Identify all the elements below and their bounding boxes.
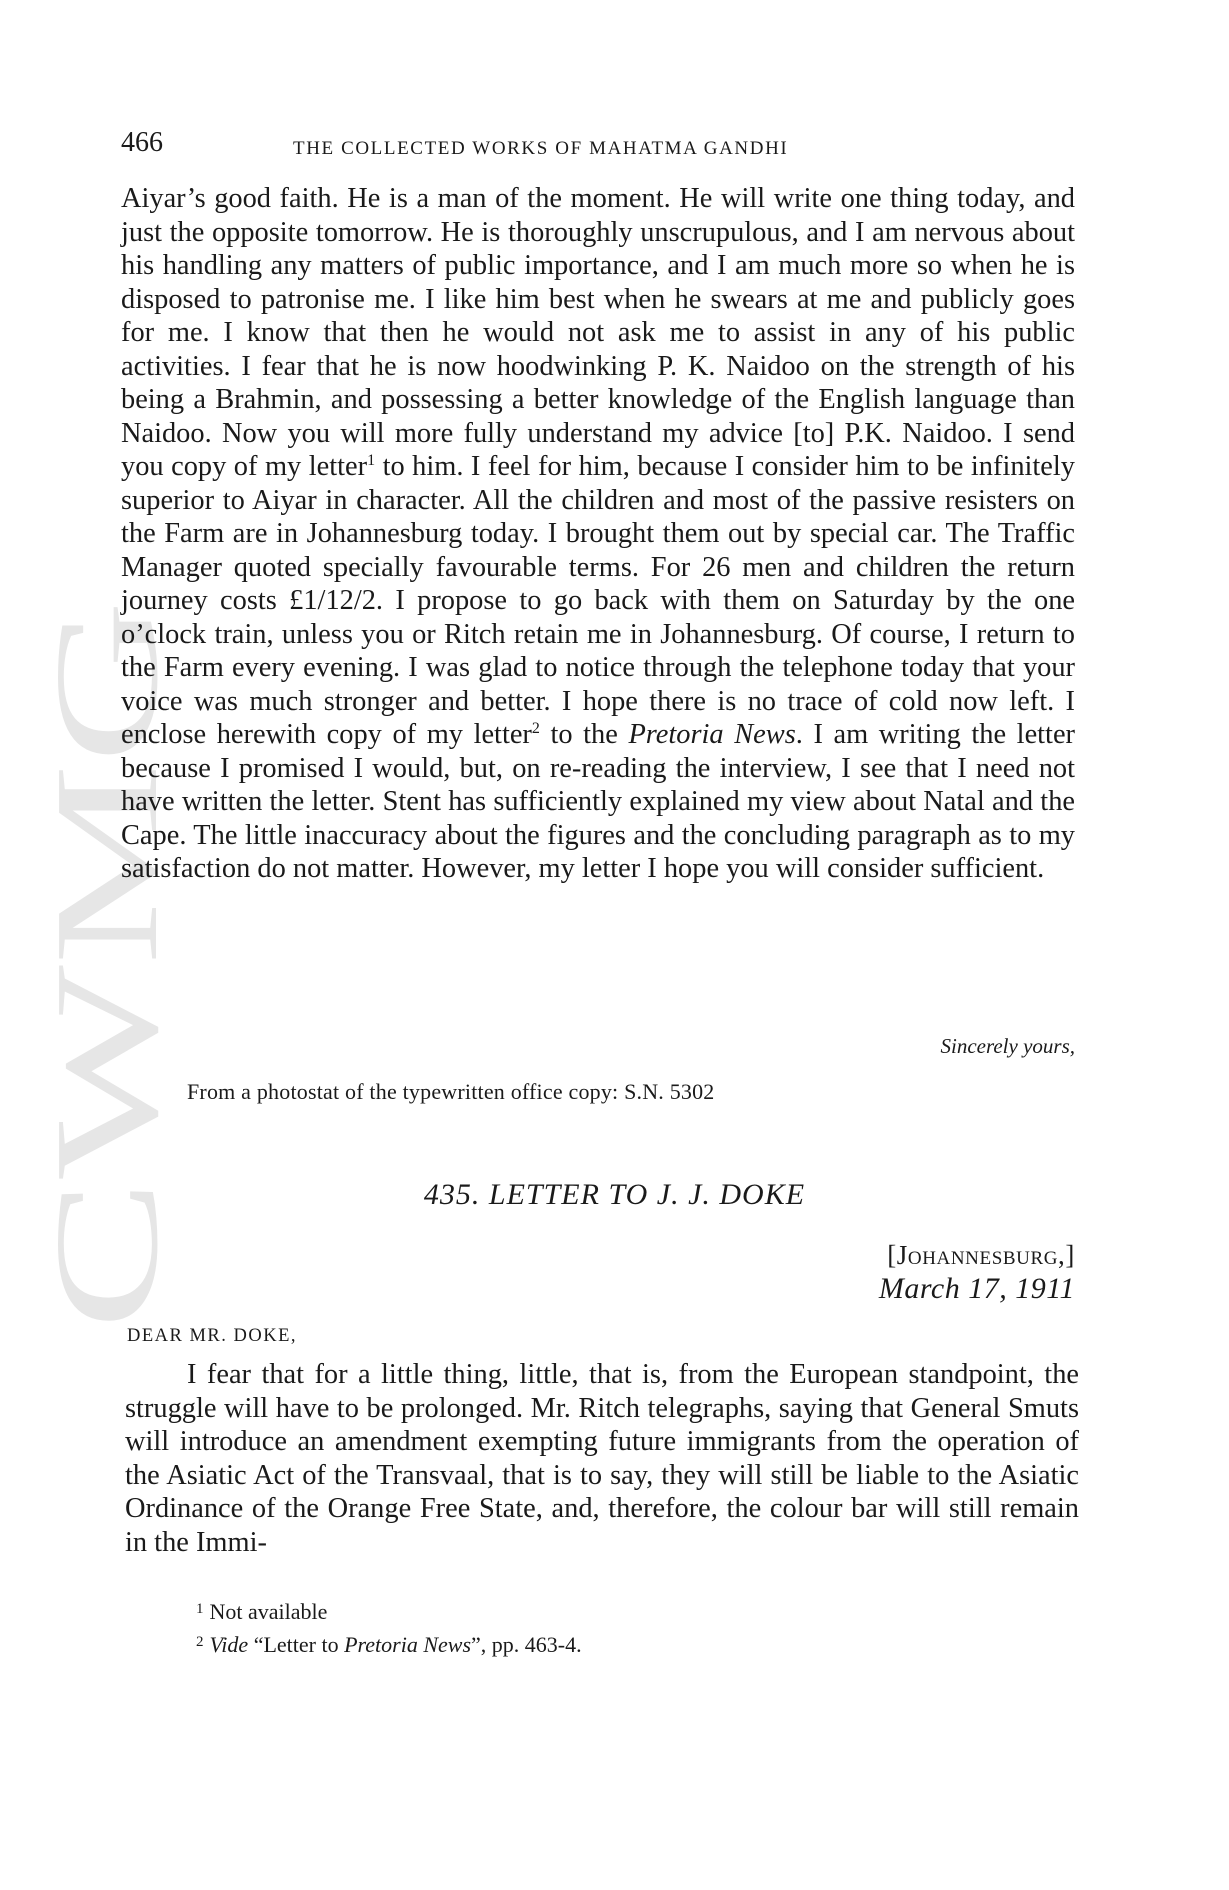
newspaper-name: Pretoria News <box>628 719 796 750</box>
footnotes <box>196 1594 582 1660</box>
footnote-ref-2: 2 <box>531 720 540 737</box>
para-text-c: to the <box>539 719 629 750</box>
page-number: 466 <box>121 127 163 158</box>
footnote-newspaper: Pretoria News <box>344 1632 472 1657</box>
running-head <box>121 127 1081 167</box>
document-title: 435. LETTER TO J. J. DOKE <box>423 1178 806 1211</box>
footnote-mark: 1 <box>196 1601 204 1617</box>
footnote-text-pre: “Letter to <box>248 1632 345 1657</box>
salutation: DEAR MR. DOKE, <box>127 1326 298 1346</box>
para-text-b: to him. I feel for him, because I consider him to be infinitely superior to Aiyar in character. All the children and most of the passive resisters on the Farm are in Johannesburg today. I brought them out by special car. The Traffic Manager quoted specially favourable terms. For 26 men and children the return journey costs £1/12/2. I propose to go back with them on Saturday by the one o’clock train, unless you or Ritch retain me in Johannesburg. Of course, I return to the Farm every evening. I was glad to notice through the telephone today that your voice was much stronger and better. I hope there is no trace of cold now left. I enclose herewith copy of my letter <box>121 451 1075 750</box>
footnote-text-post: ”, pp. 463-4. <box>471 1632 582 1657</box>
footnote-text: Not available <box>209 1599 328 1624</box>
letter-body-paragraph: I fear that for a little thing, little, that is, from the European standpoint, the struggle will have to be prolonged. Mr. Ritch telegraphs, saying that General Smuts will introduce an amendment exempting future immigrants from the operation of the Asiatic Act of the Transvaal, that is to say, they will still be liable to the Asiatic Ordinance of the Orange Free State, and, therefore, the colour bar will still remain in the Immi- <box>125 1359 1079 1558</box>
running-title: THE COLLECTED WORKS OF MAHATMA GANDHI <box>293 138 789 159</box>
letter-place: [Johannesburg,] <box>887 1240 1075 1270</box>
continued-letter-paragraph <box>121 182 1075 886</box>
footnote-vide: Vide <box>209 1632 249 1657</box>
para-text-d: . I am writing the letter because I promised I would, but, on re-reading the interview, I see that I need not have written the letter. Stent has sufficiently explained my view about Natal and the Cape. The little inaccuracy about the figures and the concluding paragraph as to my satisfaction do not matter. However, my letter I hope you will consider sufficient. <box>121 719 1075 884</box>
footnote-mark: 2 <box>196 1634 204 1650</box>
letter-date: March 17, 1911 <box>878 1272 1075 1305</box>
footnote-ref-1: 1 <box>367 452 376 469</box>
signoff: Sincerely yours, <box>940 1034 1075 1058</box>
footnote-2 <box>196 1627 582 1660</box>
watermark-text: CWMG <box>25 853 189 1330</box>
source-note: From a photostat of the typewritten office copy: S.N. 5302 <box>187 1079 715 1104</box>
para-text-a: Aiyar’s good faith. He is a man of the moment. He will write one thing today, and just the opposite tomorrow. He is thoroughly unscrupulous, and I am nervous about his handling any matters of public importance, and I am much more so when he is disposed to patronise me. I like him best when he swears at me and publicly goes for me. I know that then he would not ask me to assist in any of his public activities. I fear that he is now hoodwinking P. K. Naidoo on the strength of his being a Brahmin, and possessing a better knowledge of the English language than Naidoo. Now you will more fully understand my advice [to] P.K. Naidoo. I send you copy of my letter <box>121 183 1075 482</box>
footnote-1 <box>196 1594 582 1627</box>
